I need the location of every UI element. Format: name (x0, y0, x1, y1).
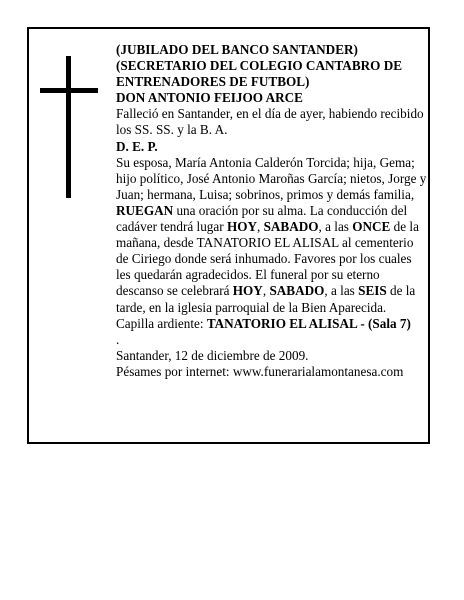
lone-period: . (116, 331, 120, 347)
chapel-label: Capilla ardiente: (116, 315, 207, 331)
hoy-word-funeral: HOY (232, 283, 263, 299)
condolences-line: Pésames por internet: www.funerarialamontanesa.com (116, 363, 404, 379)
arrangements-text-3: de la mañana, desde TANATORIO EL ALISAL al cementerio de Ciriego donde será inhumado. Favores por los cuales les quedarán agradecidos. El funeral por su eterno descanso se celebrará (116, 219, 419, 299)
cross-horizontal-bar (40, 88, 98, 93)
chapel-line (116, 316, 428, 332)
ruegan-word: RUEGAN (116, 202, 174, 218)
death-announcement: Falleció en Santander, en el día de ayer, habiendo recibido los SS. SS. y la B. A. (116, 106, 424, 138)
heading-retired: (JUBILADO DEL BANCO SANTANDER) (116, 42, 358, 57)
hoy-word: HOY (226, 219, 257, 235)
sabado-word-funeral: SABADO (269, 283, 325, 299)
date-line: Santander, 12 de diciembre de 2009. (116, 347, 309, 363)
notice-text (116, 42, 428, 380)
obituary-notice (27, 27, 430, 444)
arrangements-text-5: de la tarde, en la iglesia parroquial de la Bien Aparecida. (116, 283, 416, 315)
cross-icon (40, 56, 98, 198)
arrangements-text-2: , a las (318, 219, 353, 235)
sabado-word: SABADO (263, 219, 319, 235)
funeral-arrangements (116, 203, 428, 316)
separator-funeral: , (262, 283, 270, 299)
family-members: Su esposa, María Antonia Calderón Torcida; hija, Gema; hijo político, José Antonio Maroñas García; nietos, Jorge y Juan; hermana, Luisa; sobrinos, primos y demás familia, (116, 154, 427, 202)
rest-in-peace: D. E. P. (116, 138, 158, 154)
once-word: ONCE (352, 219, 391, 235)
separator: , (256, 219, 264, 235)
cross-vertical-bar (66, 56, 71, 198)
deceased-name: DON ANTONIO FEIJOO ARCE (116, 90, 303, 106)
seis-word: SEIS (358, 283, 387, 299)
heading-secretary: (SECRETARIO DEL COLEGIO CANTABRO DE ENTRENADORES DE FUTBOL) (116, 58, 403, 90)
arrangements-text-1: una oración por su alma. La conducción del cadáver tendrá lugar (116, 202, 408, 235)
arrangements-text-4: , a las (324, 283, 359, 299)
chapel-place: TANATORIO EL ALISAL - (Sala 7) (206, 315, 411, 331)
